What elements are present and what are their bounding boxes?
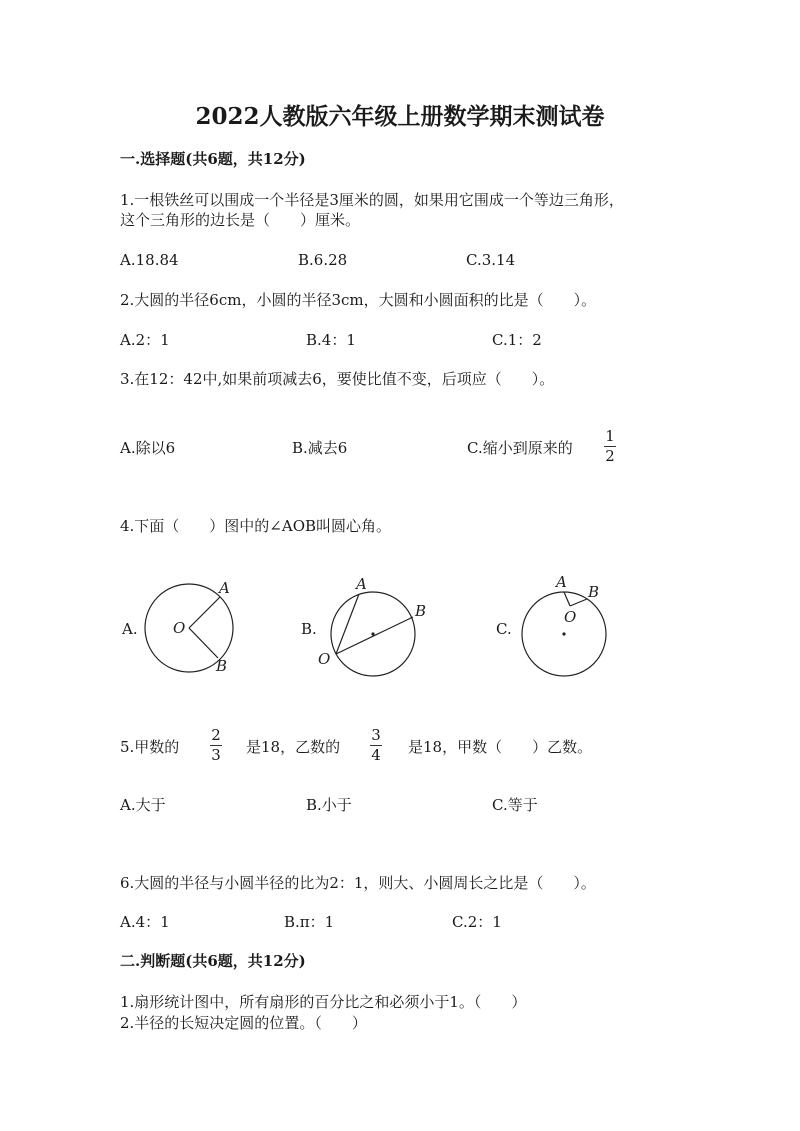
question-1-line-2: 这个三角形的边长是（ ）厘米。	[120, 211, 361, 229]
question-5-part-2: 是18，乙数的	[246, 738, 341, 756]
figure-a-diagram	[140, 572, 270, 682]
question-5-option-a: A.大于	[120, 796, 166, 814]
page-title: 2022人教版六年级上册数学期末测试卷	[195, 103, 605, 130]
figure-a-label-o: O	[173, 619, 186, 637]
figure-c-line-oa	[564, 592, 570, 606]
question-1-line-1: 1.一根铁丝可以围成一个半径是3厘米的圆，如果用它围成一个等边三角形，	[120, 191, 624, 209]
question-1-option-a: A.18.84	[120, 251, 179, 269]
question-6-text: 6.大圆的半径与小圆半径的比为2：1，则大、小圆周长之比是（ ）。	[120, 874, 596, 892]
figure-c-label: C.	[496, 620, 512, 638]
figure-b-label-b: B	[415, 602, 427, 620]
fraction-numerator: 3	[371, 726, 381, 744]
question-2-option-b: B.4：1	[306, 331, 356, 349]
judgment-question-2: 2.半径的长短决定圆的位置。（ ）	[120, 1014, 367, 1032]
question-2-text: 2.大圆的半径6cm，小圆的半径3cm，大圆和小圆面积的比是（ ）。	[120, 291, 597, 309]
figure-c-label-a: A	[556, 573, 567, 591]
figure-b-label: B.	[301, 620, 317, 638]
figure-b-label-a: A	[356, 575, 367, 593]
figure-b-diagram	[318, 572, 448, 682]
figure-a-line-oa	[189, 597, 220, 628]
judgment-question-1: 1.扇形统计图中，所有扇形的百分比之和必须小于1。（ ）	[120, 993, 527, 1011]
question-5-part-3: 是18，甲数（ ）乙数。	[408, 738, 593, 756]
question-6-option-c: C.2：1	[452, 913, 502, 931]
question-1-option-c: C.3.14	[466, 251, 516, 269]
fraction-numerator: 2	[211, 726, 221, 744]
question-5-fraction-1	[210, 727, 222, 764]
question-3-option-a: A.除以6	[120, 439, 176, 457]
question-5-option-c: C.等于	[492, 796, 538, 814]
question-6-option-b: B.π：1	[284, 913, 335, 931]
figure-c-label-o: O	[564, 608, 577, 626]
figure-c-label-b: B	[588, 583, 600, 601]
fraction-denominator: 3	[211, 746, 221, 764]
question-3-text: 3.在12：42中,如果前项减去6，要使比值不变，后项应（ ）。	[120, 370, 555, 388]
fraction-denominator: 2	[605, 447, 615, 465]
figure-a-label-b: B	[216, 657, 228, 675]
question-6-option-a: A.4：1	[120, 913, 170, 931]
section-heading-judgment: 二.判断题(共6题，共12分)	[120, 952, 306, 970]
figure-a-label-a: A	[219, 579, 230, 597]
fraction-denominator: 4	[371, 746, 381, 764]
figure-a-label: A.	[122, 620, 138, 638]
question-3-option-b: B.减去6	[292, 439, 348, 457]
figure-c-diagram	[510, 570, 640, 680]
question-3-fraction	[604, 428, 616, 465]
figure-c-center-dot	[562, 632, 565, 635]
fraction-numerator: 1	[605, 427, 615, 445]
question-2-option-c: C.1：2	[492, 331, 542, 349]
question-4-text: 4.下面（ ）图中的∠AOB叫圆心角。	[120, 517, 392, 535]
figure-b-label-o: O	[318, 650, 331, 668]
question-2-option-a: A.2：1	[120, 331, 170, 349]
question-5-fraction-2	[370, 727, 382, 764]
question-5-part-1: 5.甲数的	[120, 738, 180, 756]
figure-a-line-ob	[189, 628, 218, 658]
figure-c-line-ob	[570, 599, 587, 606]
question-1-option-b: B.6.28	[298, 251, 348, 269]
question-3-option-c: C.缩小到原来的	[467, 439, 573, 457]
question-5-option-b: B.小于	[306, 796, 352, 814]
section-heading-choice: 一.选择题(共6题，共12分)	[120, 150, 306, 168]
